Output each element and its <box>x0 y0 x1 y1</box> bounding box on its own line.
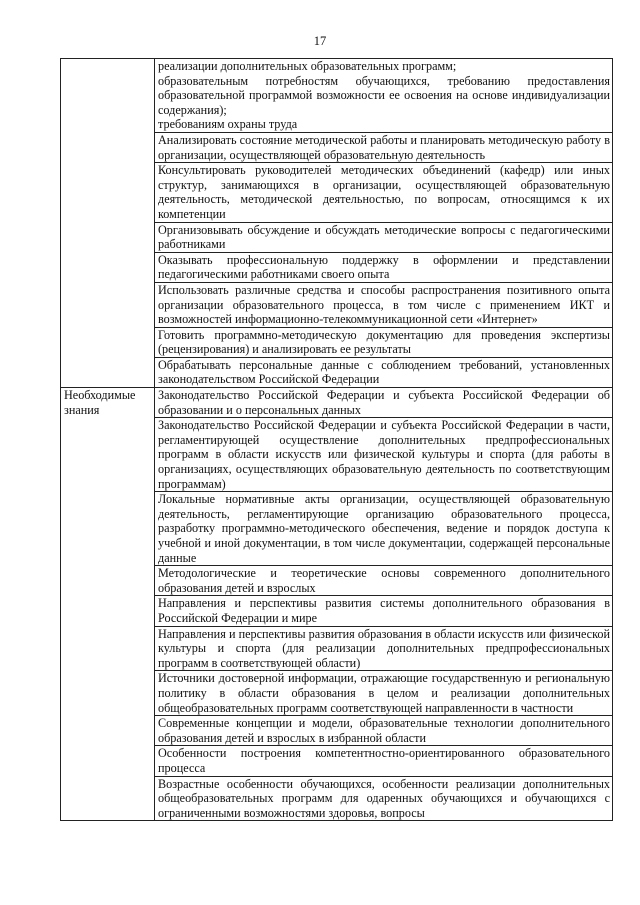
knowledge-cell: Законодательство Российской Федерации и субъекта Российской Федерации об образовании и о персональных данных <box>155 388 613 418</box>
requirements-table <box>60 58 613 821</box>
skill-cell: Обрабатывать персональные данные с соблюдением требований, установленных законодательством Российской Федерации <box>155 357 613 387</box>
knowledge-cell: Современные концепции и модели, образовательные технологии дополнительного образования детей и взрослых в избранной области <box>155 716 613 746</box>
knowledge-label: Необходимые знания <box>61 388 155 821</box>
skill-cell: Оказывать профессиональную поддержку в оформлении и представлении педагогическими работниками своего опыта <box>155 252 613 282</box>
knowledge-cell: Законодательство Российской Федерации и субъекта Российской Федерации в части, регламентирующей осуществление дополнительных предпрофессиональных программ в области искусств или физической культуры и спорта (для работы в организациях, осуществляющих образовательную деятельность по соответствующим программам) <box>155 418 613 492</box>
knowledge-cell: Направления и перспективы развития системы дополнительного образования в Российской Федерации и мире <box>155 596 613 626</box>
knowledge-cell: Возрастные особенности обучающихся, особенности реализации дополнительных общеобразовательных программ для одаренных обучающихся и обучающихся с ограниченными возможностями здоровья, вопросы <box>155 776 613 821</box>
skill-cell <box>155 59 613 133</box>
skill-cell: Готовить программно-методическую документацию для проведения экспертизы (рецензирования) и анализировать ее результаты <box>155 327 613 357</box>
skill-text: реализации дополнительных образовательных программ; <box>158 59 457 73</box>
knowledge-cell: Методологические и теоретические основы современного дополнительного образования детей и взрослых <box>155 566 613 596</box>
knowledge-cell: Особенности построения компетентностно-ориентированного образовательного процесса <box>155 746 613 776</box>
knowledge-cell: Источники достоверной информации, отражающие государственную и региональную политику в области образования в целом и реализации дополнительных общеобразовательных программ соответствующей направленности в частности <box>155 671 613 716</box>
knowledge-cell: Направления и перспективы развития образования в области искусств или физической культуры и спорта (для реализации дополнительных предпрофессиональных программ в соответствующей области) <box>155 626 613 671</box>
table-row <box>61 388 613 418</box>
skill-text: требованиям охраны труда <box>158 117 298 132</box>
skill-cell: Консультировать руководителей методических объединений (кафедр) или иных структур, занимающихся в организации, осуществляющей образовательную деятельность, методической деятельностью, по вопросам, относящимся к их компетенции <box>155 163 613 222</box>
label-cell-empty <box>61 59 155 388</box>
skill-cell: Анализировать состояние методической работы и планировать методическую работу в организации, осуществляющей образовательную деятельность <box>155 132 613 162</box>
table-row <box>61 59 613 133</box>
skill-cell: Использовать различные средства и способы распространения позитивного опыта организации образовательного процесса, в том числе с применением ИКТ и возможностей информационно-телекоммуникационной сети «Интернет» <box>155 282 613 327</box>
skill-text: образовательным потребностям обучающихся, требованию предоставления образовательной программой возможности ее освоения на основе индивидуализации содержания); <box>158 73 610 117</box>
page-number: 17 <box>313 34 327 48</box>
skill-cell: Организовывать обсуждение и обсуждать методические вопросы с педагогическими работниками <box>155 222 613 252</box>
knowledge-cell: Локальные нормативные акты организации, осуществляющей образовательную деятельность, регламентирующие организацию образовательного процесса, разработку программно-методического обеспечения, ведение и порядок доступа к учебной и иной документации, в том числе документации, содержащей персональные данные <box>155 492 613 566</box>
